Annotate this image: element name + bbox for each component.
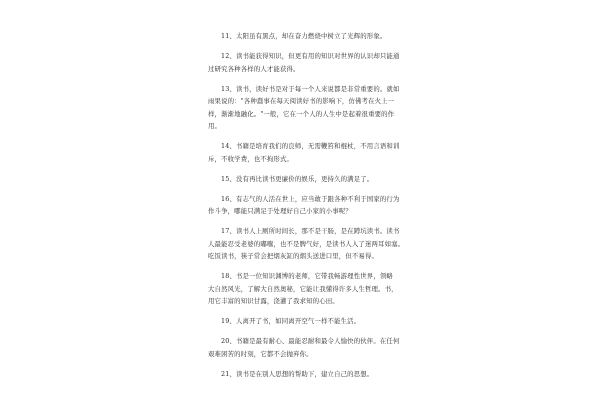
quote-line: 大自然风光，了解大自然奥秘，它能让我懂得许多人生哲理。书， <box>208 284 398 293</box>
quote-paragraph <box>208 225 588 263</box>
quote-line: 雨果说的："各种蠢事在每天阅读好书的影响下，仿佛考在火上一 <box>208 97 395 105</box>
quote-paragraph <box>208 315 588 328</box>
quote-first-line <box>208 140 588 153</box>
quote-list <box>0 30 600 388</box>
quote-line: 人最能忍受老婆的嘟囔，也不是脾气好，是读书人入了迷两耳如塞。 <box>208 239 405 248</box>
quote-paragraph <box>208 368 588 381</box>
quote-paragraph <box>208 270 588 308</box>
quote-text: 读书，读好书是对于每一个人来说都是非常重要的。就如 <box>235 84 400 93</box>
quote-text: 太阳虽有黑点，却在奋力燃烧中树立了光辉的形象。 <box>235 32 387 40</box>
quote-text: 有志气的人活在世上，应当敢于跟各种不利于国家的行为 <box>235 194 400 203</box>
quote-number: 13、 <box>221 84 236 93</box>
quote-number: 19、 <box>221 317 236 325</box>
quote-text: 人离开了书，如同离开空气一样不能生活。 <box>235 317 361 325</box>
quote-line: 作斗争，哪能只满足于处理好自己小家的小事呢？ <box>208 207 352 215</box>
quote-number: 18、 <box>221 272 236 280</box>
quote-text: 没有再比读书更廉价的娱乐，更持久的满足了。 <box>235 174 374 183</box>
quote-line: 艰难困苦的时刻，它都不会抛弃你。 <box>208 349 313 358</box>
quote-paragraph <box>208 335 588 360</box>
quote-paragraph <box>208 173 588 186</box>
quote-line: 用它丰富的知识甘露，浇灌了我求知的心田。 <box>208 297 339 305</box>
quote-first-line <box>208 270 588 283</box>
quote-first-line <box>208 83 588 96</box>
quote-paragraph <box>208 30 588 43</box>
quote-line: 过研究各种各样的人才能获得。 <box>208 64 300 73</box>
quote-line: 吃饭读书，筷子常会把烟灰缸的烟头送进口里，但不易得。 <box>208 252 379 260</box>
quote-first-line <box>208 193 588 206</box>
quote-text: 书籍是培育我们的良师，无需鞭笞和棍杖，不用言语和训 <box>235 142 400 150</box>
quote-text: 书籍是最有耐心、最能忍耐和最令人愉快的伙伴。在任何 <box>235 337 400 345</box>
quote-text: 读书能获得知识，但更有用的知识对世界的认识却只能通 <box>235 52 400 60</box>
quote-number: 20、 <box>221 337 236 345</box>
quote-number: 15、 <box>221 174 236 183</box>
quote-first-line <box>208 335 588 348</box>
quote-first-line <box>208 50 588 63</box>
quote-number: 17、 <box>221 227 236 235</box>
quote-first-line <box>208 315 588 328</box>
quote-paragraph <box>208 140 588 165</box>
quote-first-line <box>208 30 588 43</box>
quote-line: 样，渐渐地融化。"一般，它在一个人的人生中是起着很重要的作 <box>208 109 395 118</box>
quote-line: 斥，不收学费，也不拘形式。 <box>208 154 294 163</box>
quote-number: 12、 <box>221 52 236 60</box>
quote-paragraph <box>208 50 588 75</box>
quote-number: 16、 <box>221 194 236 203</box>
quote-paragraph <box>208 193 588 218</box>
quote-text: 读书人上厕所时间长，那不是干肠，是在蹲坑读书。读书 <box>235 227 400 235</box>
quote-number: 14、 <box>221 142 236 150</box>
quote-text: 书是一位知识渊博的老师，它带我畅游理性世界，领略 <box>235 272 393 280</box>
quote-text: 读书是在别人思想的帮助下，建立自己的思想。 <box>235 369 374 378</box>
quote-number: 11、 <box>221 32 236 40</box>
quote-line: 用。 <box>208 122 222 130</box>
quote-number: 21、 <box>221 369 236 378</box>
quote-first-line <box>208 368 588 381</box>
quote-paragraph <box>208 83 588 133</box>
quote-first-line <box>208 173 588 186</box>
quote-first-line <box>208 225 588 238</box>
